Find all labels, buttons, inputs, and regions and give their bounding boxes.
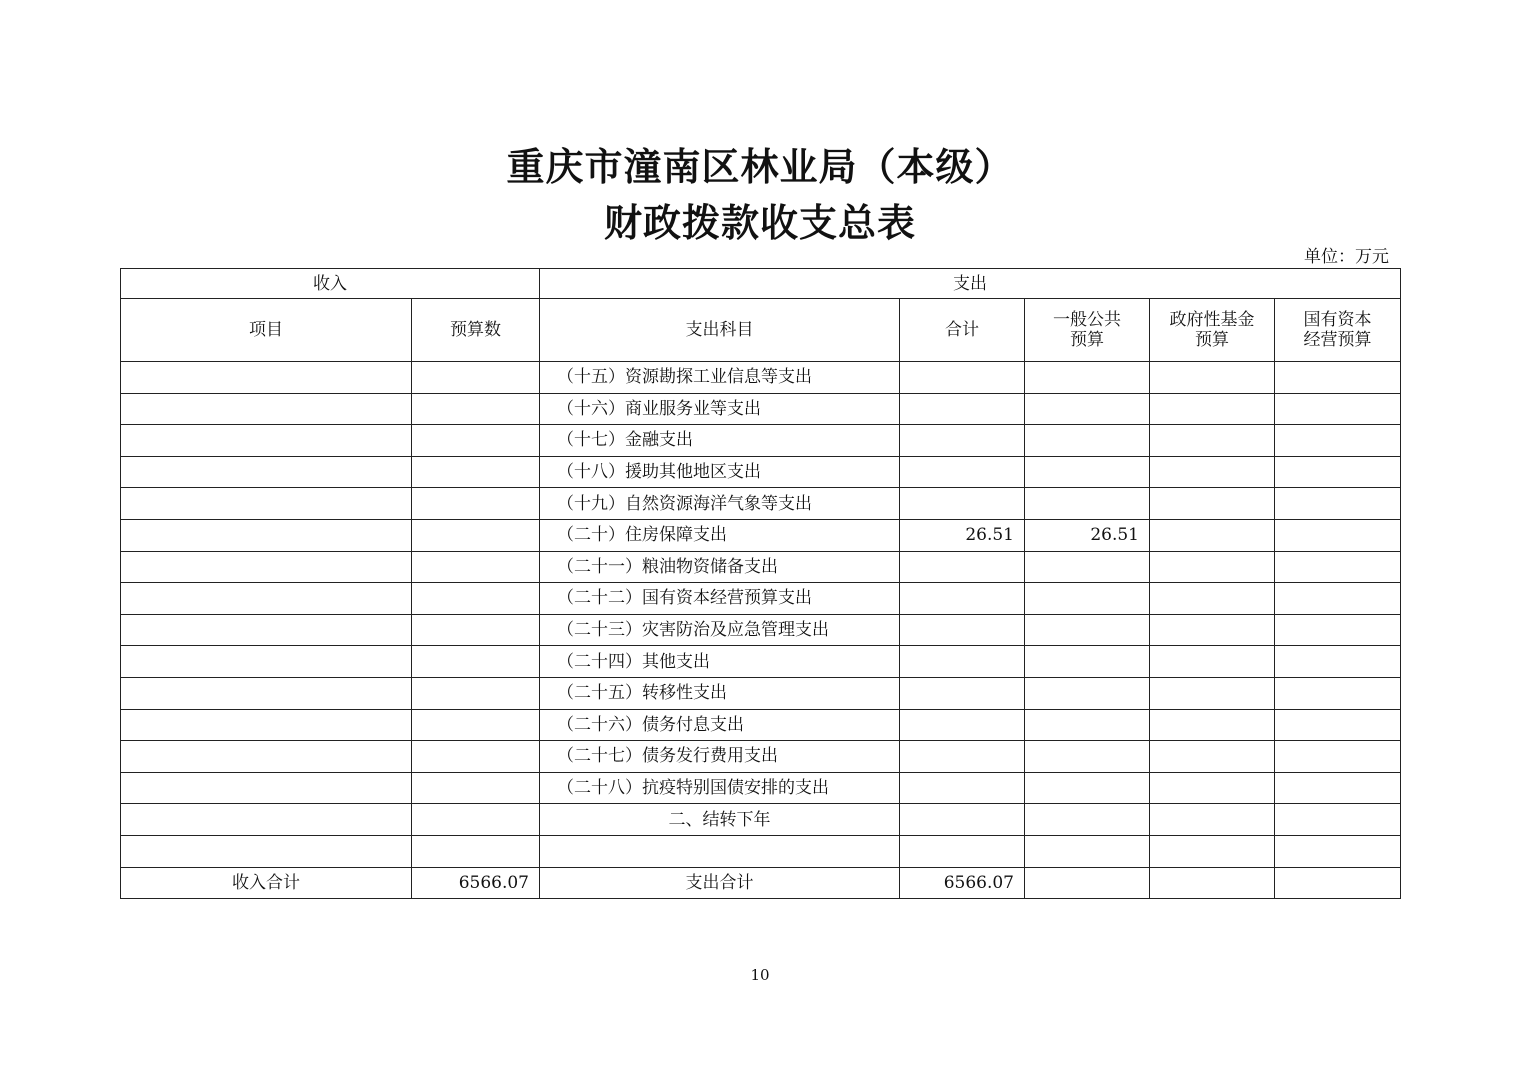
cell-budget xyxy=(412,741,540,773)
expense-total-value: 6566.07 xyxy=(900,867,1025,899)
cell-state xyxy=(1275,488,1401,520)
cell-subject: （二十六）债务付息支出 xyxy=(540,709,900,741)
cell-fund xyxy=(1150,804,1275,836)
cell-item xyxy=(121,835,412,867)
cell-fund xyxy=(1150,867,1275,899)
cell-total xyxy=(900,551,1025,583)
cell-fund xyxy=(1150,425,1275,457)
page-number: 10 xyxy=(750,966,770,984)
carryover-row xyxy=(121,804,1401,836)
cell-item xyxy=(121,393,412,425)
cell-total xyxy=(900,425,1025,457)
cell-total xyxy=(900,583,1025,615)
cell-subject: （二十一）粮油物资储备支出 xyxy=(540,551,900,583)
header-expense: 支出 xyxy=(540,269,1401,299)
cell-general xyxy=(1025,709,1150,741)
cell-budget xyxy=(412,614,540,646)
cell-budget xyxy=(412,425,540,457)
cell-subject: （十七）金融支出 xyxy=(540,425,900,457)
cell-total xyxy=(900,741,1025,773)
cell-general xyxy=(1025,741,1150,773)
table-row xyxy=(121,456,1401,488)
cell-budget xyxy=(412,583,540,615)
cell-item xyxy=(121,456,412,488)
cell-fund xyxy=(1150,519,1275,551)
header-general-line2: 预算 xyxy=(1070,330,1104,350)
income-total-label: 收入合计 xyxy=(121,867,412,899)
cell-general xyxy=(1025,456,1150,488)
header-row-2 xyxy=(121,299,1401,362)
cell-state xyxy=(1275,456,1401,488)
cell-general xyxy=(1025,583,1150,615)
header-fund-line1: 政府性基金 xyxy=(1169,310,1255,330)
cell-item xyxy=(121,583,412,615)
cell-item xyxy=(121,519,412,551)
cell-subject: （十六）商业服务业等支出 xyxy=(540,393,900,425)
cell-state xyxy=(1275,646,1401,678)
header-row-1 xyxy=(121,269,1401,299)
cell-item xyxy=(121,551,412,583)
cell-fund xyxy=(1150,488,1275,520)
cell-fund xyxy=(1150,772,1275,804)
cell-general: 26.51 xyxy=(1025,519,1150,551)
header-item: 项目 xyxy=(121,299,412,362)
cell-fund xyxy=(1150,456,1275,488)
cell-subject: （十八）援助其他地区支出 xyxy=(540,456,900,488)
cell-fund xyxy=(1150,741,1275,773)
cell-total xyxy=(900,614,1025,646)
cell-budget xyxy=(412,804,540,836)
table-row xyxy=(121,614,1401,646)
cell-budget xyxy=(412,393,540,425)
cell-item xyxy=(121,646,412,678)
header-state-line1: 国有资本 xyxy=(1303,310,1372,330)
cell-total xyxy=(900,835,1025,867)
cell-total xyxy=(900,709,1025,741)
cell-fund xyxy=(1150,551,1275,583)
cell-total xyxy=(900,362,1025,394)
cell-fund xyxy=(1150,583,1275,615)
cell-fund xyxy=(1150,362,1275,394)
cell-state xyxy=(1275,835,1401,867)
header-state-line2: 经营预算 xyxy=(1303,330,1372,350)
cell-total xyxy=(900,646,1025,678)
cell-general xyxy=(1025,614,1150,646)
cell-state xyxy=(1275,614,1401,646)
cell-state xyxy=(1275,425,1401,457)
cell-fund xyxy=(1150,677,1275,709)
cell-total: 26.51 xyxy=(900,519,1025,551)
cell-general xyxy=(1025,362,1150,394)
cell-subject: （二十七）债务发行费用支出 xyxy=(540,741,900,773)
cell-total xyxy=(900,456,1025,488)
cell-general xyxy=(1025,677,1150,709)
blank-row xyxy=(121,835,1401,867)
cell-budget xyxy=(412,835,540,867)
cell-general xyxy=(1025,772,1150,804)
cell-budget xyxy=(412,677,540,709)
cell-item xyxy=(121,741,412,773)
header-fund-budget xyxy=(1150,299,1275,362)
cell-subject: （二十四）其他支出 xyxy=(540,646,900,678)
cell-fund xyxy=(1150,709,1275,741)
cell-general xyxy=(1025,488,1150,520)
cell-subject: （十五）资源勘探工业信息等支出 xyxy=(540,362,900,394)
table-row xyxy=(121,709,1401,741)
page-title: 重庆市潼南区林业局（本级） xyxy=(506,145,1014,189)
cell-item xyxy=(121,772,412,804)
cell-budget xyxy=(412,519,540,551)
cell-subject: （二十）住房保障支出 xyxy=(540,519,900,551)
cell-general xyxy=(1025,551,1150,583)
cell-state xyxy=(1275,393,1401,425)
table-row xyxy=(121,551,1401,583)
header-subject: 支出科目 xyxy=(540,299,900,362)
cell-subject: （十九）自然资源海洋气象等支出 xyxy=(540,488,900,520)
header-general-budget xyxy=(1025,299,1150,362)
table-row xyxy=(121,772,1401,804)
header-state-capital-budget xyxy=(1275,299,1401,362)
cell-general xyxy=(1025,835,1150,867)
cell-budget xyxy=(412,362,540,394)
cell-subject: （二十二）国有资本经营预算支出 xyxy=(540,583,900,615)
cell-budget xyxy=(412,709,540,741)
header-general-line1: 一般公共 xyxy=(1053,310,1121,330)
cell-state xyxy=(1275,741,1401,773)
page-subtitle: 财政拨款收支总表 xyxy=(603,201,916,245)
cell-budget xyxy=(412,551,540,583)
header-total: 合计 xyxy=(900,299,1025,362)
cell-total xyxy=(900,677,1025,709)
cell-fund xyxy=(1150,646,1275,678)
cell-subject: （二十八）抗疫特别国债安排的支出 xyxy=(540,772,900,804)
cell-total xyxy=(900,804,1025,836)
table-row xyxy=(121,362,1401,394)
cell-state xyxy=(1275,804,1401,836)
table-row xyxy=(121,741,1401,773)
cell-general xyxy=(1025,425,1150,457)
cell-subject: （二十三）灾害防治及应急管理支出 xyxy=(540,614,900,646)
cell-state xyxy=(1275,677,1401,709)
finance-table xyxy=(120,268,1401,899)
income-total-value: 6566.07 xyxy=(412,867,540,899)
cell-general xyxy=(1025,646,1150,678)
cell-subject: （二十五）转移性支出 xyxy=(540,677,900,709)
table-row xyxy=(121,677,1401,709)
table-row xyxy=(121,488,1401,520)
header-budget: 预算数 xyxy=(412,299,540,362)
unit-label: 单位：万元 xyxy=(1304,247,1389,267)
cell-fund xyxy=(1150,614,1275,646)
table-row xyxy=(121,425,1401,457)
table-row xyxy=(121,393,1401,425)
cell-state xyxy=(1275,772,1401,804)
table-row xyxy=(121,583,1401,615)
cell-total xyxy=(900,488,1025,520)
cell-general xyxy=(1025,393,1150,425)
cell-state xyxy=(1275,583,1401,615)
cell-budget xyxy=(412,772,540,804)
cell-item xyxy=(121,488,412,520)
cell-general xyxy=(1025,804,1150,836)
cell-item xyxy=(121,425,412,457)
cell-budget xyxy=(412,456,540,488)
table-row xyxy=(121,519,1401,551)
carryover-label: 二、结转下年 xyxy=(540,804,900,836)
cell-state xyxy=(1275,867,1401,899)
totals-row xyxy=(121,867,1401,899)
cell-total xyxy=(900,393,1025,425)
cell-fund xyxy=(1150,835,1275,867)
cell-subject xyxy=(540,835,900,867)
cell-state xyxy=(1275,709,1401,741)
table-row xyxy=(121,646,1401,678)
cell-item xyxy=(121,709,412,741)
cell-state xyxy=(1275,362,1401,394)
header-income: 收入 xyxy=(121,269,540,299)
cell-item xyxy=(121,804,412,836)
cell-item xyxy=(121,677,412,709)
cell-state xyxy=(1275,551,1401,583)
cell-general xyxy=(1025,867,1150,899)
cell-state xyxy=(1275,519,1401,551)
cell-fund xyxy=(1150,393,1275,425)
cell-total xyxy=(900,772,1025,804)
expense-total-label: 支出合计 xyxy=(540,867,900,899)
cell-item xyxy=(121,614,412,646)
cell-budget xyxy=(412,646,540,678)
cell-budget xyxy=(412,488,540,520)
cell-item xyxy=(121,362,412,394)
header-fund-line2: 预算 xyxy=(1195,330,1229,350)
